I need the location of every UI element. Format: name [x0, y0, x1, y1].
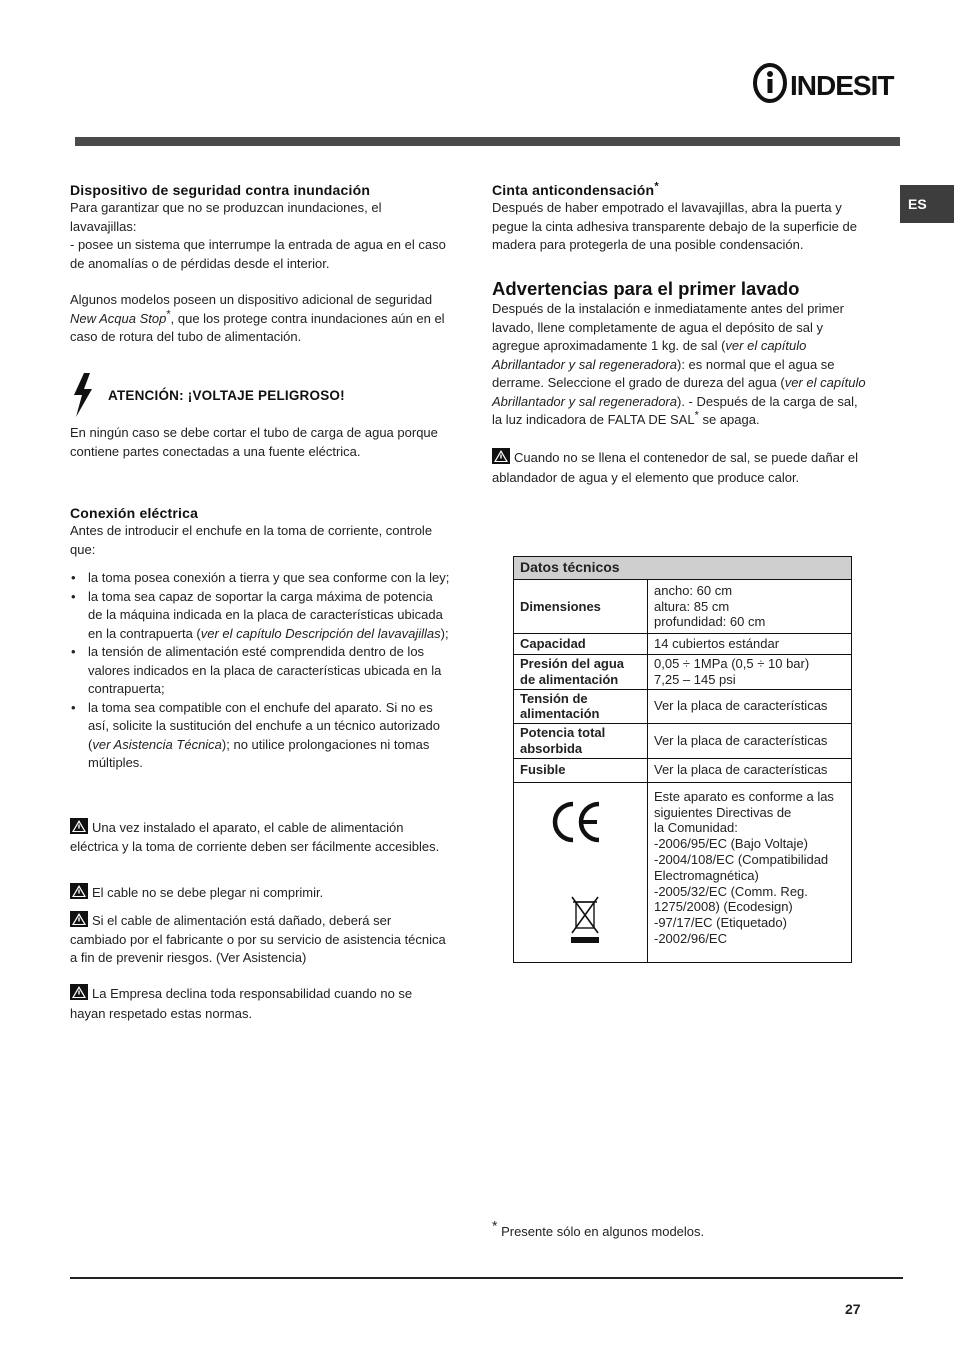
weee-bin-icon	[569, 896, 601, 946]
table-header-row	[514, 557, 852, 580]
flood-p1: Para garantizar que no se produzcan inundaciones, el lavavajillas:	[70, 200, 382, 234]
cinta-section	[492, 181, 867, 255]
lightning-icon	[70, 373, 100, 417]
attention-title: ATENCIÓN: ¡VOLTAJE PELIGROSO!	[108, 388, 345, 403]
list-item: • la tensión de alimentación esté comprendida dentro de los valores indicados en la placa de características ubicada en la contrapuerta;	[70, 643, 450, 699]
list-item: • la toma sea compatible con el enchufe del aparato. Si no es así, solicite la sustitución del enchufe a un técnico autorizado (ver Asistencia Técnica); no utilice prolongaciones ni tomas múltiples.	[70, 699, 450, 773]
list-item: • la toma sea capaz de soportar la carga máxima de potencia de la máquina indicada en la placa de características ubicada en la contrapuerta (ver el capítulo Descripción del lavavajillas);	[70, 588, 450, 644]
warning-item: El cable no se debe plegar ni comprimir.	[70, 883, 450, 903]
page-number: 27	[845, 1301, 861, 1317]
table-row: Fusible Ver la placa de características	[514, 758, 852, 782]
footnote: * Presente sólo en algunos modelos.	[492, 1217, 705, 1239]
top-rule	[75, 137, 900, 146]
electric-list	[70, 569, 450, 773]
table-row: Potencia total absorbida Ver la placa de características	[514, 724, 852, 759]
table-row	[514, 782, 852, 962]
electric-section	[70, 504, 450, 773]
warning-item: Cuando no se llena el contenedor de sal, se puede dañar el ablandador de agua y el elemento que produce calor.	[492, 449, 859, 485]
flood-p3: Algunos modelos poseen un dispositivo adicional de seguridad New Acqua Stop*, que los protege contra inundaciones aún en el caso de rotura del tubo de alimentación.	[70, 292, 445, 344]
brand-text: INDESIT	[790, 70, 894, 101]
warning-item: Si el cable de alimentación está dañado, deberá ser cambiado por el fabricante o por su servicio de asistencia técnica a fin de prevenir riesgos. (Ver Asistencia)	[70, 913, 446, 965]
flood-section	[70, 181, 450, 347]
electric-intro: Antes de introducir el enchufe en la toma de corriente, controle que:	[70, 523, 433, 557]
advert-text: Después de la instalación e inmediatamente antes del primer lavado, llene completamente de agua el depósito de sal y agregue aproximadamente 1 kg. de sal (ver el capítulo Abrillantador y sal regeneradora): es normal que el agua se derrame. Seleccione el grado de dureza del agua (ver el capítulo Abrillantador y sal regeneradora). - Después de la carga de sal, la luz indicadora de FALTA DE SAL* se apaga.	[492, 301, 866, 427]
warning-icon	[492, 448, 510, 464]
table-row: Presión del agua de alimentación 0,05 ÷ 1MPa (0,5 ÷ 10 bar) 7,25 – 145 psi	[514, 655, 852, 690]
ce-mark-icon	[552, 800, 602, 844]
warning-icon	[70, 883, 88, 899]
table-row: Capacidad 14 cubiertos estándar	[514, 634, 852, 655]
cinta-text: Después de haber empotrado el lavavajillas, abra la puerta y pegue la cinta adhesiva transparente debajo de la superficie de madera para protegerla de una posible condensación.	[492, 200, 857, 252]
table-row: Dimensiones ancho: 60 cm altura: 85 cm profundidad: 60 cm	[514, 580, 852, 634]
bottom-rule	[70, 1277, 903, 1279]
tech-table	[513, 556, 852, 963]
warning-item: La Empresa declina toda responsabilidad cuando no se hayan respetado estas normas.	[70, 986, 413, 1021]
advert-title: Advertencias para el primer lavado	[492, 278, 800, 299]
compliance-text: Este aparato es conforme a las siguientes Directivas de la Comunidad: -2006/95/EC (Bajo Voltaje) -2004/108/EC (Compatibilidad Electromagnética) -2005/32/EC (Comm. Reg. 1275/2008) (Ecodesign) -97/17/EC (Etiquetado) -2002/96/EC	[648, 782, 852, 962]
advert-section	[492, 278, 867, 488]
warning-item: Una vez instalado el aparato, el cable de alimentación eléctrica y la toma de corriente deben ser fácilmente accesibles.	[70, 820, 440, 854]
cinta-title: Cinta anticondensación*	[492, 180, 659, 198]
list-item: • la toma posea conexión a tierra y que sea conforme con la ley;	[70, 569, 450, 588]
indesit-logo	[752, 62, 902, 106]
electric-title: Conexión eléctrica	[70, 505, 199, 521]
table-header: Datos técnicos	[514, 557, 852, 580]
language-tab: ES	[900, 185, 954, 223]
table-row: Tensión de alimentación Ver la placa de características	[514, 689, 852, 724]
flood-title: Dispositivo de seguridad contra inundación	[70, 182, 371, 198]
warning-icon	[70, 818, 88, 834]
attention-text: En ningún caso se debe cortar el tubo de carga de agua porque contiene partes conectadas a una fuente eléctrica.	[70, 425, 438, 459]
flood-p2: - posee un sistema que interrumpe la entrada de agua en el caso de anomalías o de pérdidas desde el interior.	[70, 237, 446, 271]
warning-icon	[70, 984, 88, 1000]
warning-icon	[70, 911, 88, 927]
